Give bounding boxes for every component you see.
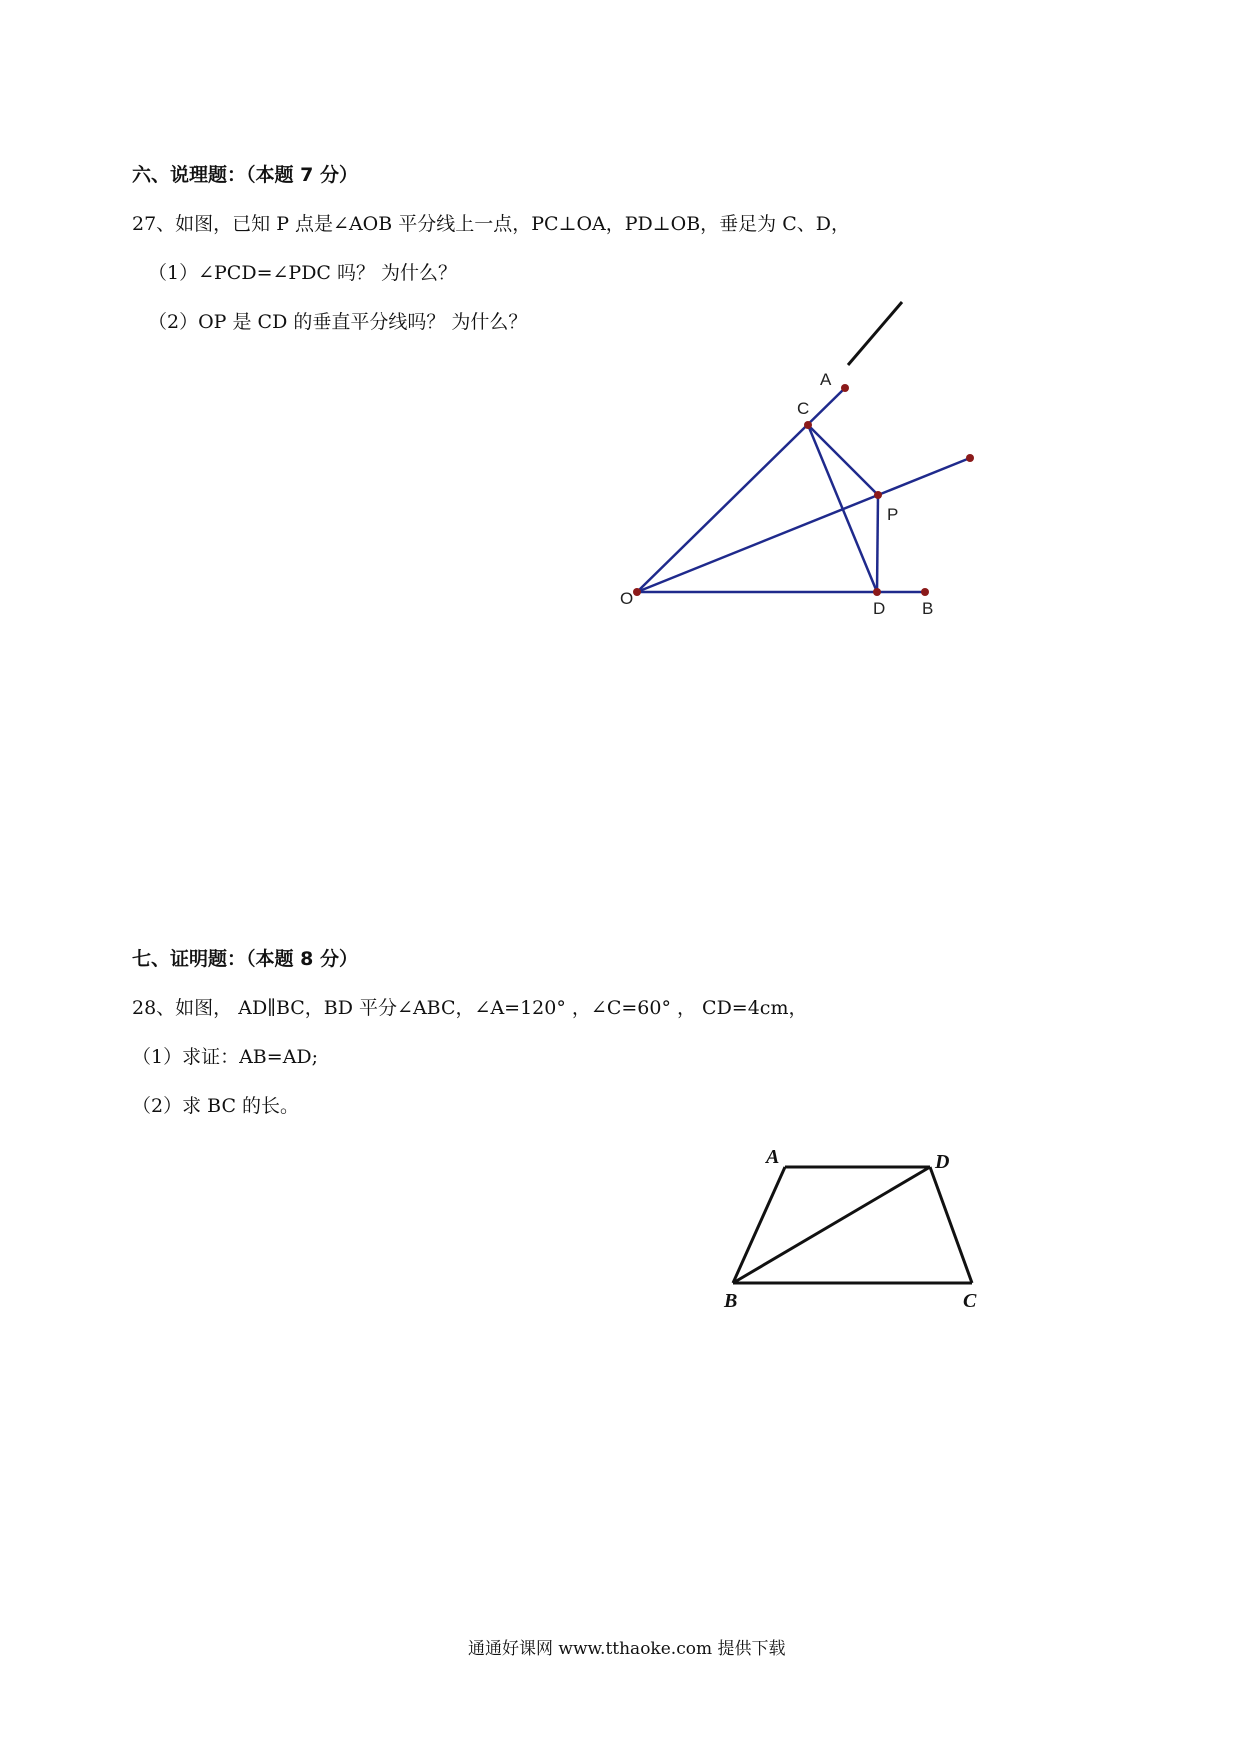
figure-28-segment-CD	[930, 1167, 972, 1283]
problem-27-stem: 27、如图，已知 P 点是∠AOB 平分线上一点，PC⊥OA，PD⊥OB，垂足为 C、D，	[132, 213, 850, 235]
figure-28-label-B: B	[724, 1290, 738, 1312]
figure-27-label-P: P	[887, 505, 899, 524]
figure-28-segment-AB	[733, 1167, 785, 1283]
figure-27-label-B: B	[922, 599, 934, 618]
figure-27-label-C: C	[797, 399, 810, 418]
figure-28-label-D: D	[935, 1151, 950, 1173]
problem-27-question-1: （1）∠PCD=∠PDC 吗？ 为什么？	[148, 262, 458, 284]
figure-28-label-C: C	[963, 1290, 977, 1312]
figure-28-diagonal-BD	[733, 1167, 930, 1283]
problem-28-question-1: （1）求证：AB=AD;	[132, 1046, 319, 1068]
figure-28-label-A: A	[766, 1146, 780, 1168]
figure-27-label-D: D	[873, 599, 886, 618]
figure-27-label-O: O	[620, 589, 634, 608]
section-7-heading: 七、证明题：（本题 8 分）	[132, 948, 358, 970]
footer-source-note: 通通好课网 www.tthaoke.com 提供下载	[468, 1639, 786, 1659]
problem-28-question-2: （2）求 BC 的长。	[132, 1095, 300, 1117]
section-6-heading: 六、说理题：（本题 7 分）	[132, 164, 358, 186]
problem-27-question-2: （2）OP 是 CD 的垂直平分线吗？ 为什么？	[148, 311, 528, 333]
figure-27-label-A: A	[820, 370, 832, 389]
problem-28-stem: 28、如图， AD∥BC，BD 平分∠ABC，∠A=120° ，∠C=60° ， CD=4cm，	[132, 997, 808, 1019]
